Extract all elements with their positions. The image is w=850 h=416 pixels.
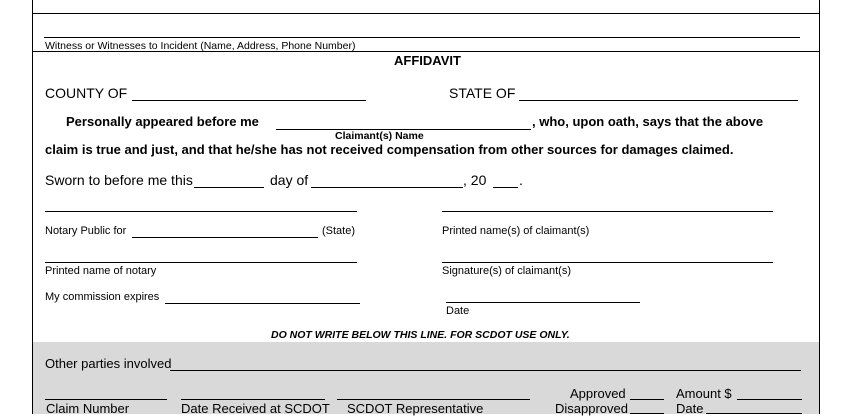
approved-label: Approved: [570, 386, 626, 401]
other-parties-line: [170, 370, 801, 371]
notary-state-line: [132, 237, 318, 238]
claim-number-label: Claim Number: [46, 401, 130, 416]
printed-claimants-line[interactable]: [442, 211, 773, 212]
commission-label: My commission expires: [45, 291, 160, 303]
approved-line[interactable]: [630, 399, 664, 400]
printed-notary-label: Printed name of notary: [45, 265, 157, 277]
county-field[interactable]: [132, 86, 366, 100]
printed-claimants-label: Printed name(s) of claimant(s): [442, 225, 590, 237]
office-use-notice: DO NOT WRITE BELOW THIS LINE. FOR SCDOT USE ONLY.: [271, 329, 570, 341]
day-of-label: day of: [270, 172, 309, 188]
claimants-name-label: Claimant(s) Name: [335, 130, 424, 142]
oath-label: , who, upon oath, says that the above: [532, 114, 764, 129]
claim-number-line[interactable]: [45, 399, 167, 400]
claimants-name-field[interactable]: [276, 115, 531, 129]
signatures-label: Signature(s) of claimant(s): [442, 265, 571, 277]
date-label: Date: [446, 305, 470, 317]
office-date-label: Date: [676, 401, 704, 416]
commission-line: [165, 303, 360, 304]
disapproved-label: Disapproved: [555, 401, 628, 416]
year-suffix: .: [519, 172, 523, 188]
sworn-month-field[interactable]: [311, 173, 463, 187]
sworn-label: Sworn to before me this: [45, 172, 193, 188]
amount-line[interactable]: [737, 399, 802, 400]
date-received-line[interactable]: [181, 399, 325, 400]
county-line: [132, 100, 366, 101]
top-border: [32, 13, 820, 14]
sworn-day-field[interactable]: [194, 173, 264, 187]
representative-line[interactable]: [337, 399, 530, 400]
state-paren-label: (State): [322, 225, 356, 237]
signatures-line[interactable]: [442, 262, 773, 263]
county-label: COUNTY OF: [45, 85, 128, 101]
state-label: STATE OF: [449, 85, 516, 101]
date-line[interactable]: [446, 302, 640, 303]
section-divider: [32, 51, 820, 52]
amount-label: Amount $: [676, 386, 732, 401]
witness-line[interactable]: [44, 37, 800, 38]
sworn-day-line: [194, 187, 264, 188]
printed-notary-line[interactable]: [45, 262, 357, 263]
other-parties-label: Other parties involved: [45, 356, 172, 371]
date-received-label: Date Received at SCDOT: [181, 401, 330, 416]
state-field[interactable]: [519, 86, 798, 100]
notary-public-label: Notary Public for: [45, 225, 127, 237]
affidavit-title: AFFIDAVIT: [394, 53, 461, 68]
sworn-month-line: [311, 187, 463, 188]
claim-statement: claim is true and just, and that he/she has not received compensation from other sources for damages claimed.: [45, 142, 734, 157]
sworn-year-field[interactable]: [493, 173, 518, 187]
state-line: [519, 100, 798, 101]
sworn-year-line: [493, 187, 518, 188]
notary-signature-line[interactable]: [45, 211, 357, 212]
other-parties-field[interactable]: [170, 356, 801, 370]
witness-label: Witness or Witnesses to Incident (Name, Address, Phone Number): [45, 40, 356, 52]
commission-field[interactable]: [165, 290, 360, 304]
appeared-label: Personally appeared before me: [66, 114, 259, 129]
representative-label: SCDOT Representative: [347, 401, 484, 416]
year-prefix: , 20: [463, 172, 487, 188]
